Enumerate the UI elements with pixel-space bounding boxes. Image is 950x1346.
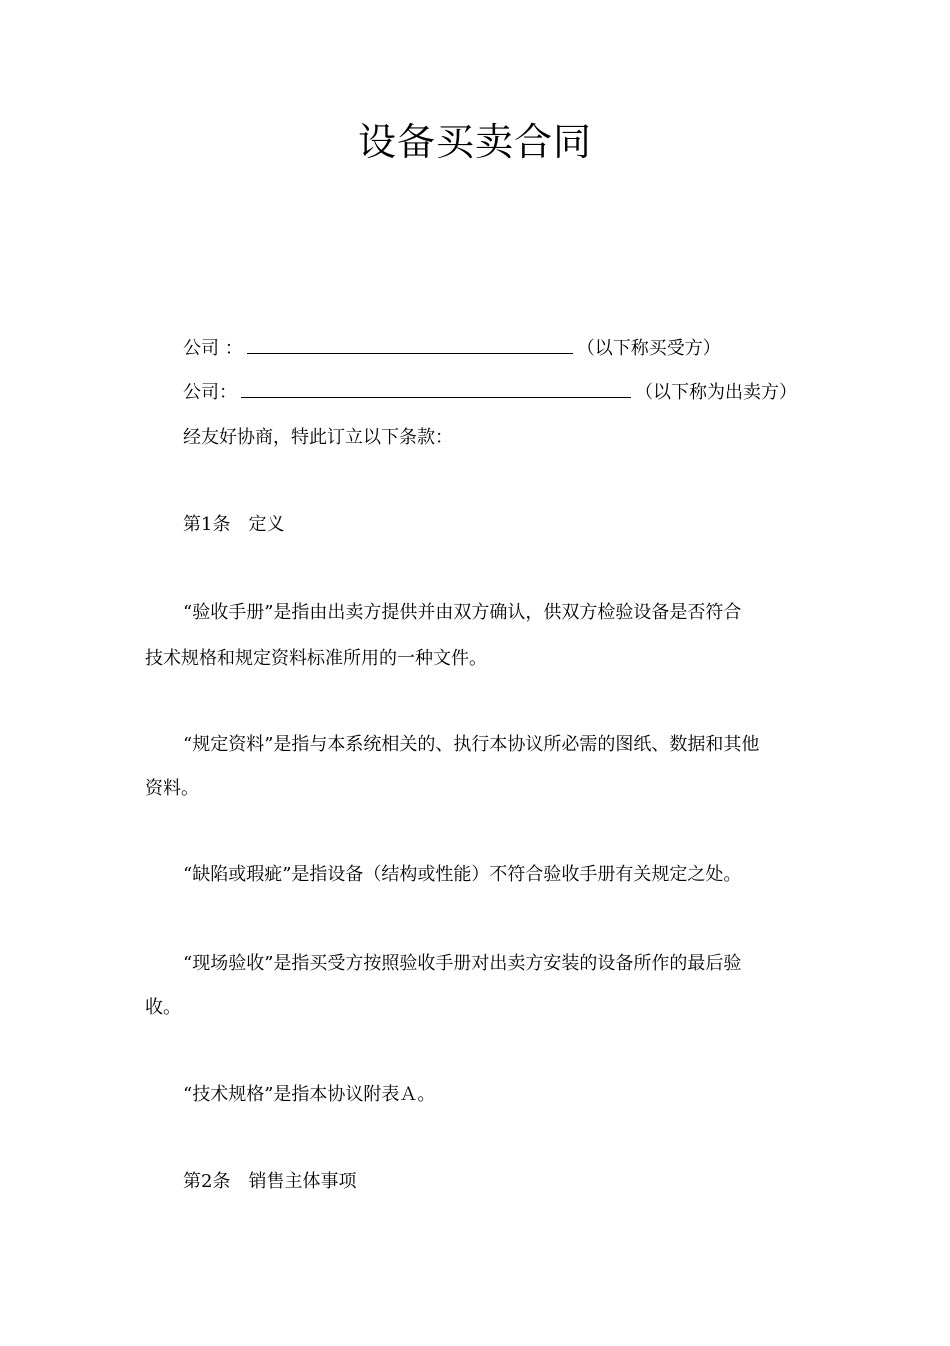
seller-suffix: （以下称为出卖方）: [635, 382, 797, 403]
article-2-heading: [183, 1169, 356, 1195]
definition-4-line-2: 收。: [145, 997, 181, 1018]
definition-1-line-1: “验收手册”是指由出卖方提供并由双方确认，供双方检验设备是否符合: [183, 602, 742, 623]
preamble: 经友好协商，特此订立以下条款：: [183, 427, 453, 448]
article-2-number: 第2条: [183, 1171, 231, 1192]
definition-1-line-2: 技术规格和规定资料标准所用的一种文件。: [145, 648, 487, 669]
seller-name-blank[interactable]: [241, 379, 631, 398]
seller-party-line: [183, 379, 797, 406]
definition-2-line-2: 资料。: [145, 778, 199, 799]
article-1-heading: [183, 512, 284, 538]
buyer-suffix: （以下称买受方）: [576, 338, 721, 359]
definition-3-line-1: “缺陷或瑕疵”是指设备（结构或性能）不符合验收手册有关规定之处。: [183, 864, 742, 885]
document-title: 设备买卖合同: [357, 120, 592, 164]
definition-5-line-1: “技术规格”是指本协议附表Ａ。: [183, 1084, 436, 1105]
definition-2-line-1: “规定资料”是指与本系统相关的、执行本协议所必需的图纸、数据和其他: [183, 734, 760, 755]
buyer-label: 公司 ：: [183, 338, 243, 359]
buyer-party-line: [183, 335, 721, 362]
article-2-title: 销售主体事项: [248, 1171, 357, 1192]
definition-4-line-1: “现场验收”是指买受方按照验收手册对出卖方安装的设备所作的最后验: [183, 953, 742, 974]
article-1-title: 定义: [248, 514, 285, 535]
seller-label: 公司：: [183, 382, 237, 403]
buyer-name-blank[interactable]: [247, 335, 573, 354]
article-1-number: 第1条: [183, 514, 231, 535]
